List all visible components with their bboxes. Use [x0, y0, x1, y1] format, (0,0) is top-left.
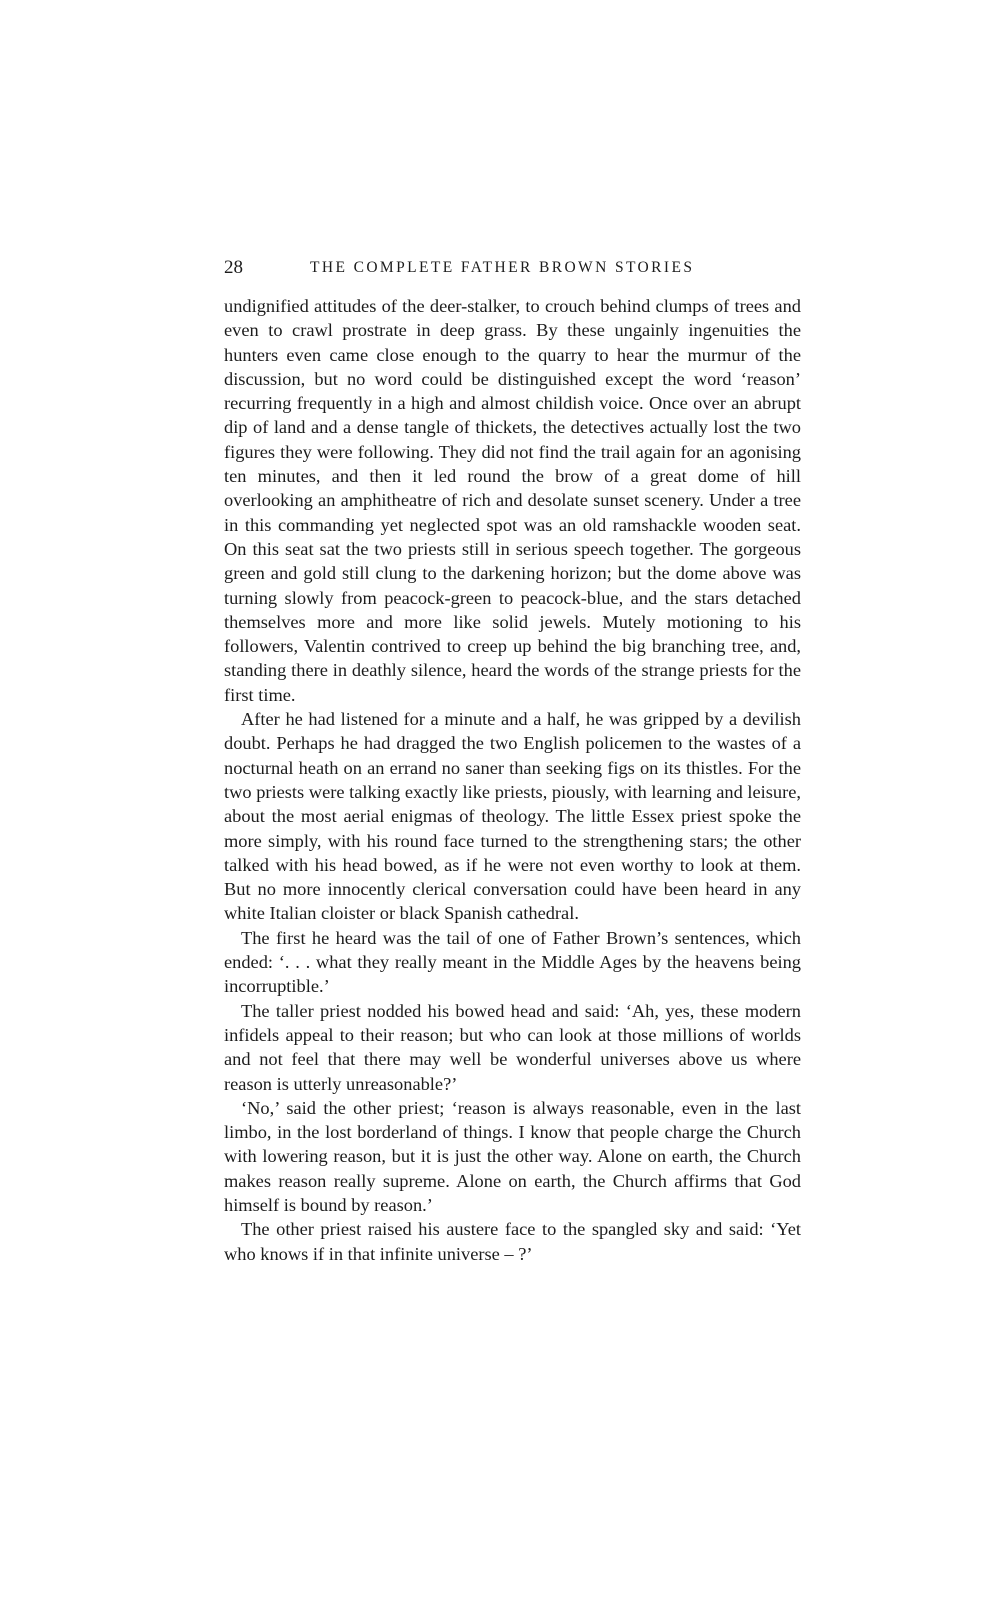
running-head: [224, 256, 801, 280]
body-text: [224, 294, 801, 1266]
book-title: THE COMPLETE FATHER BROWN STORIES: [310, 259, 695, 276]
paragraph: ‘No,’ said the other priest; ‘reason is always reasonable, even in the last limbo, in the lost borderland of things. I know that people charge the Church with lowering reason, but it is just the other way. Alone on earth, the Church makes reason really supreme. Alone on earth, the Church affirms that God himself is bound by reason.’: [224, 1097, 801, 1215]
page-number: 28: [224, 257, 243, 278]
paragraph: undignified attitudes of the deer-stalker, to crouch behind clumps of trees and even to crawl prostrate in deep grass. By these ungainly ingenuities the hunters even came close enough to the quarry to hear the murmur of the discussion, but no word could be distinguished except the word ‘reason’ recurring frequently in a high and almost childish voice. Once over an abrupt dip of land and a dense tangle of thickets, the detectives actually lost the two figures they were following. They did not find the trail again for an agonising ten minutes, and then it led round the brow of a great dome of hill overlooking an amphitheatre of rich and desolate sunset scenery. Under a tree in this commanding yet neglected spot was an old ramshackle wooden seat. On this seat sat the two priests still in serious speech together. The gorgeous green and gold still clung to the darkening horizon; but the dome above was turning slowly from peacock-green to peacock-blue, and the stars detached themselves more and more like solid jewels. Mutely motioning to his followers, Valentin contrived to creep up behind the big branching tree, and, standing there in deathly silence, heard the words of the strange priests for the first time.: [224, 296, 801, 705]
paragraph: The first he heard was the tail of one of Father Brown’s sentences, which ended: ‘. . . what they really meant in the Middle Ages by the heavens being incorruptible.’: [224, 927, 801, 997]
paragraph: The other priest raised his austere face to the spangled sky and said: ‘Yet who knows if in that infinite universe – ?’: [224, 1219, 801, 1264]
paragraph: After he had listened for a minute and a half, he was gripped by a devilish doubt. Perhaps he had dragged the two English policemen to the wastes of a nocturnal heath on an errand no saner than seeking figs on its thistles. For the two priests were talking exactly like priests, piously, with learning and leisure, about the most aerial enigmas of theology. The little Essex priest spoke the more simply, with his round face turned to the strengthening stars; the other talked with his head bowed, as if he were not even worthy to look at them. But no more innocently clerical conversation could have been heard in any white Italian cloister or black Spanish cathedral.: [224, 709, 801, 924]
paragraph: The taller priest nodded his bowed head and said: ‘Ah, yes, these modern infidels appeal to their reason; but who can look at those millions of worlds and not feel that there may well be wonderful universes above us where reason is utterly unreasonable?’: [224, 1000, 801, 1094]
